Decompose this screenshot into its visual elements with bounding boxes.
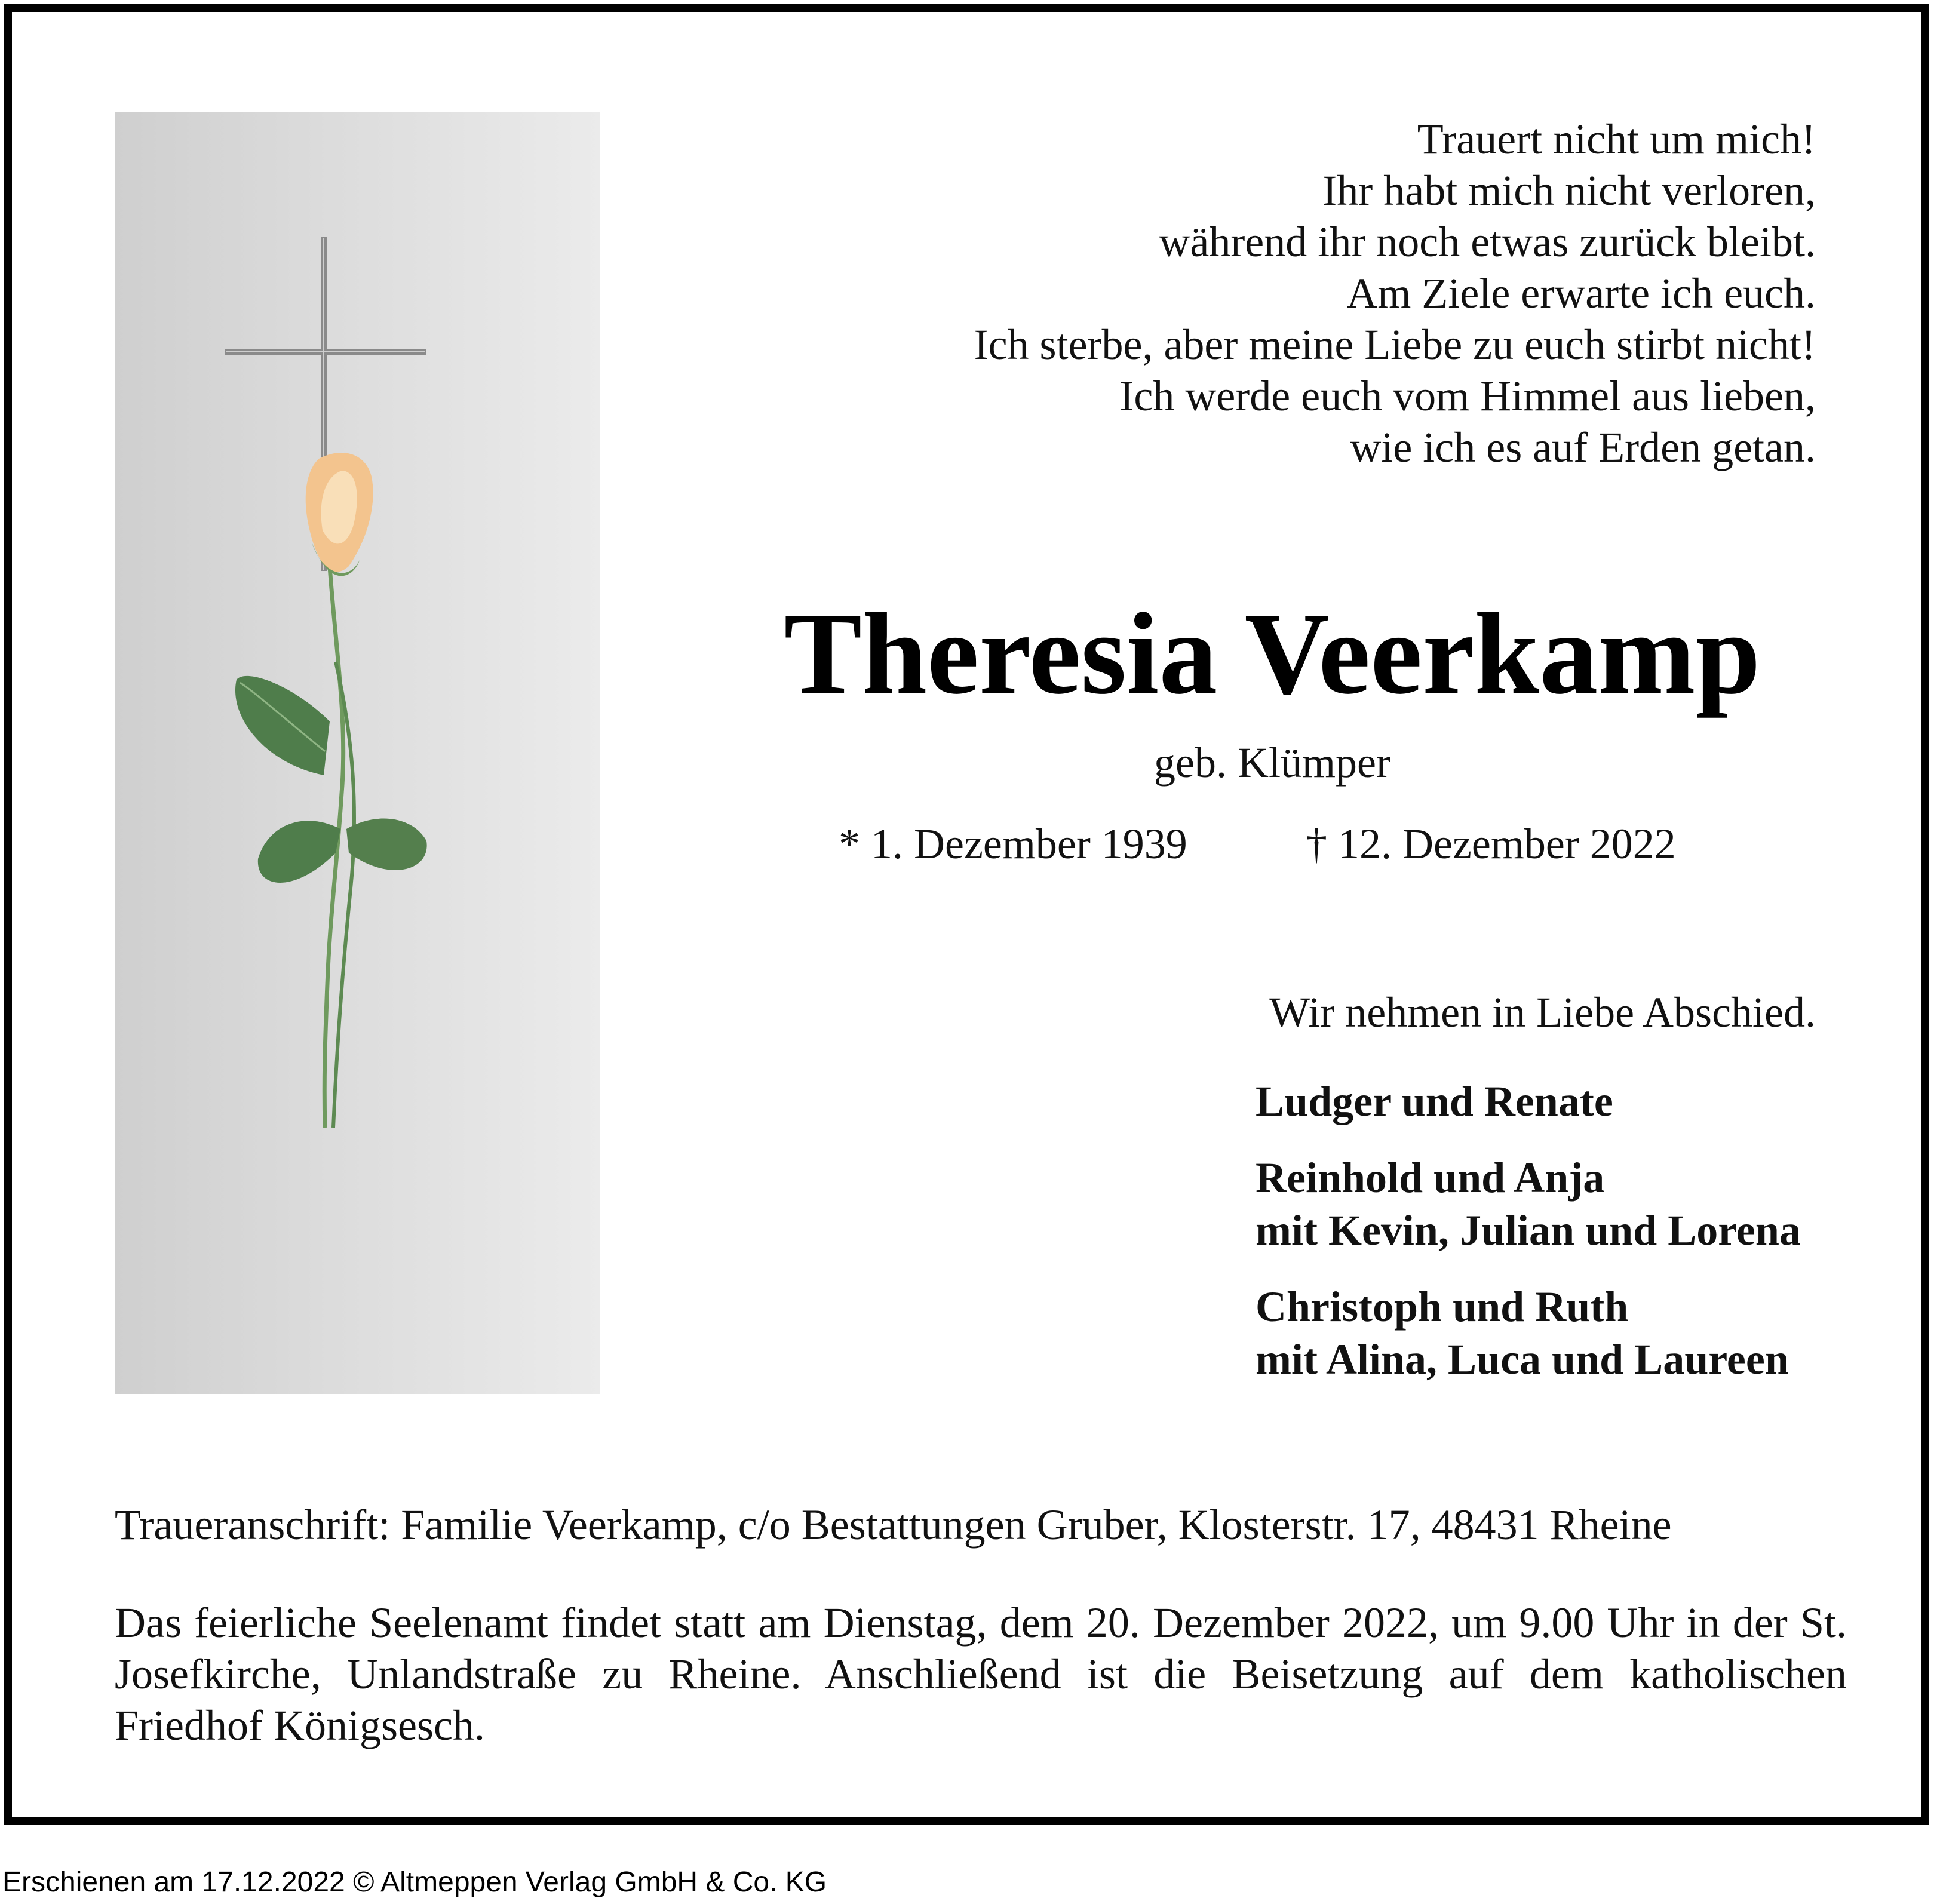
birth-date: * 1. Dezember 1939	[839, 820, 1187, 868]
family-list	[1256, 1075, 1801, 1409]
poem-line: Ich sterbe, aber meine Liebe zu euch stirbt nicht!	[974, 321, 1816, 368]
mourning-address: Traueranschrift: Familie Veerkamp, c/o Bestattungen Gruber, Klosterstr. 17, 48431 Rheine	[115, 1501, 1672, 1549]
notice-frame	[4, 4, 1929, 1825]
cross-rose-image	[115, 112, 600, 1394]
publication-footer: Erschienen am 17.12.2022 © Altmeppen Verlag GmbH & Co. KG	[2, 1866, 827, 1898]
poem	[681, 113, 1816, 473]
poem-line: wie ich es auf Erden getan.	[1350, 423, 1816, 471]
poem-line: Trauert nicht um mich!	[1417, 115, 1816, 163]
poem-line: Ich werde euch vom Himmel aus lieben,	[1119, 372, 1816, 420]
poem-line: Am Ziele erwarte ich euch.	[1346, 269, 1816, 317]
maiden-name: geb. Klümper	[1154, 739, 1390, 787]
deceased-name: Theresia Veerkamp	[784, 589, 1761, 718]
family-line: Christoph und Ruth	[1256, 1283, 1629, 1331]
family-group	[1256, 1280, 1801, 1386]
family-group	[1256, 1151, 1801, 1257]
family-line: Ludger und Renate	[1256, 1077, 1613, 1125]
family-group	[1256, 1075, 1801, 1128]
family-line: mit Kevin, Julian und Lorena	[1256, 1206, 1801, 1254]
family-line: mit Alina, Luca und Laureen	[1256, 1335, 1789, 1383]
rose-icon	[235, 453, 427, 1128]
poem-line: während ihr noch etwas zurück bleibt.	[1159, 218, 1816, 266]
service-details: Das feierliche Seelenamt findet statt am Dienstag, dem 20. Dezember 2022, um 9.00 Uhr in der St. Josefkirche, Unlandstraße zu Rheine. Anschließend ist die Beisetzung auf dem katholischen Friedhof Königsesch.	[115, 1599, 1847, 1749]
family-line: Reinhold und Anja	[1256, 1154, 1605, 1202]
death-date: † 12. Dezember 2022	[1306, 820, 1676, 868]
poem-line: Ihr habt mich nicht verloren,	[1322, 167, 1816, 214]
farewell-text: Wir nehmen in Liebe Abschied.	[1269, 988, 1816, 1036]
